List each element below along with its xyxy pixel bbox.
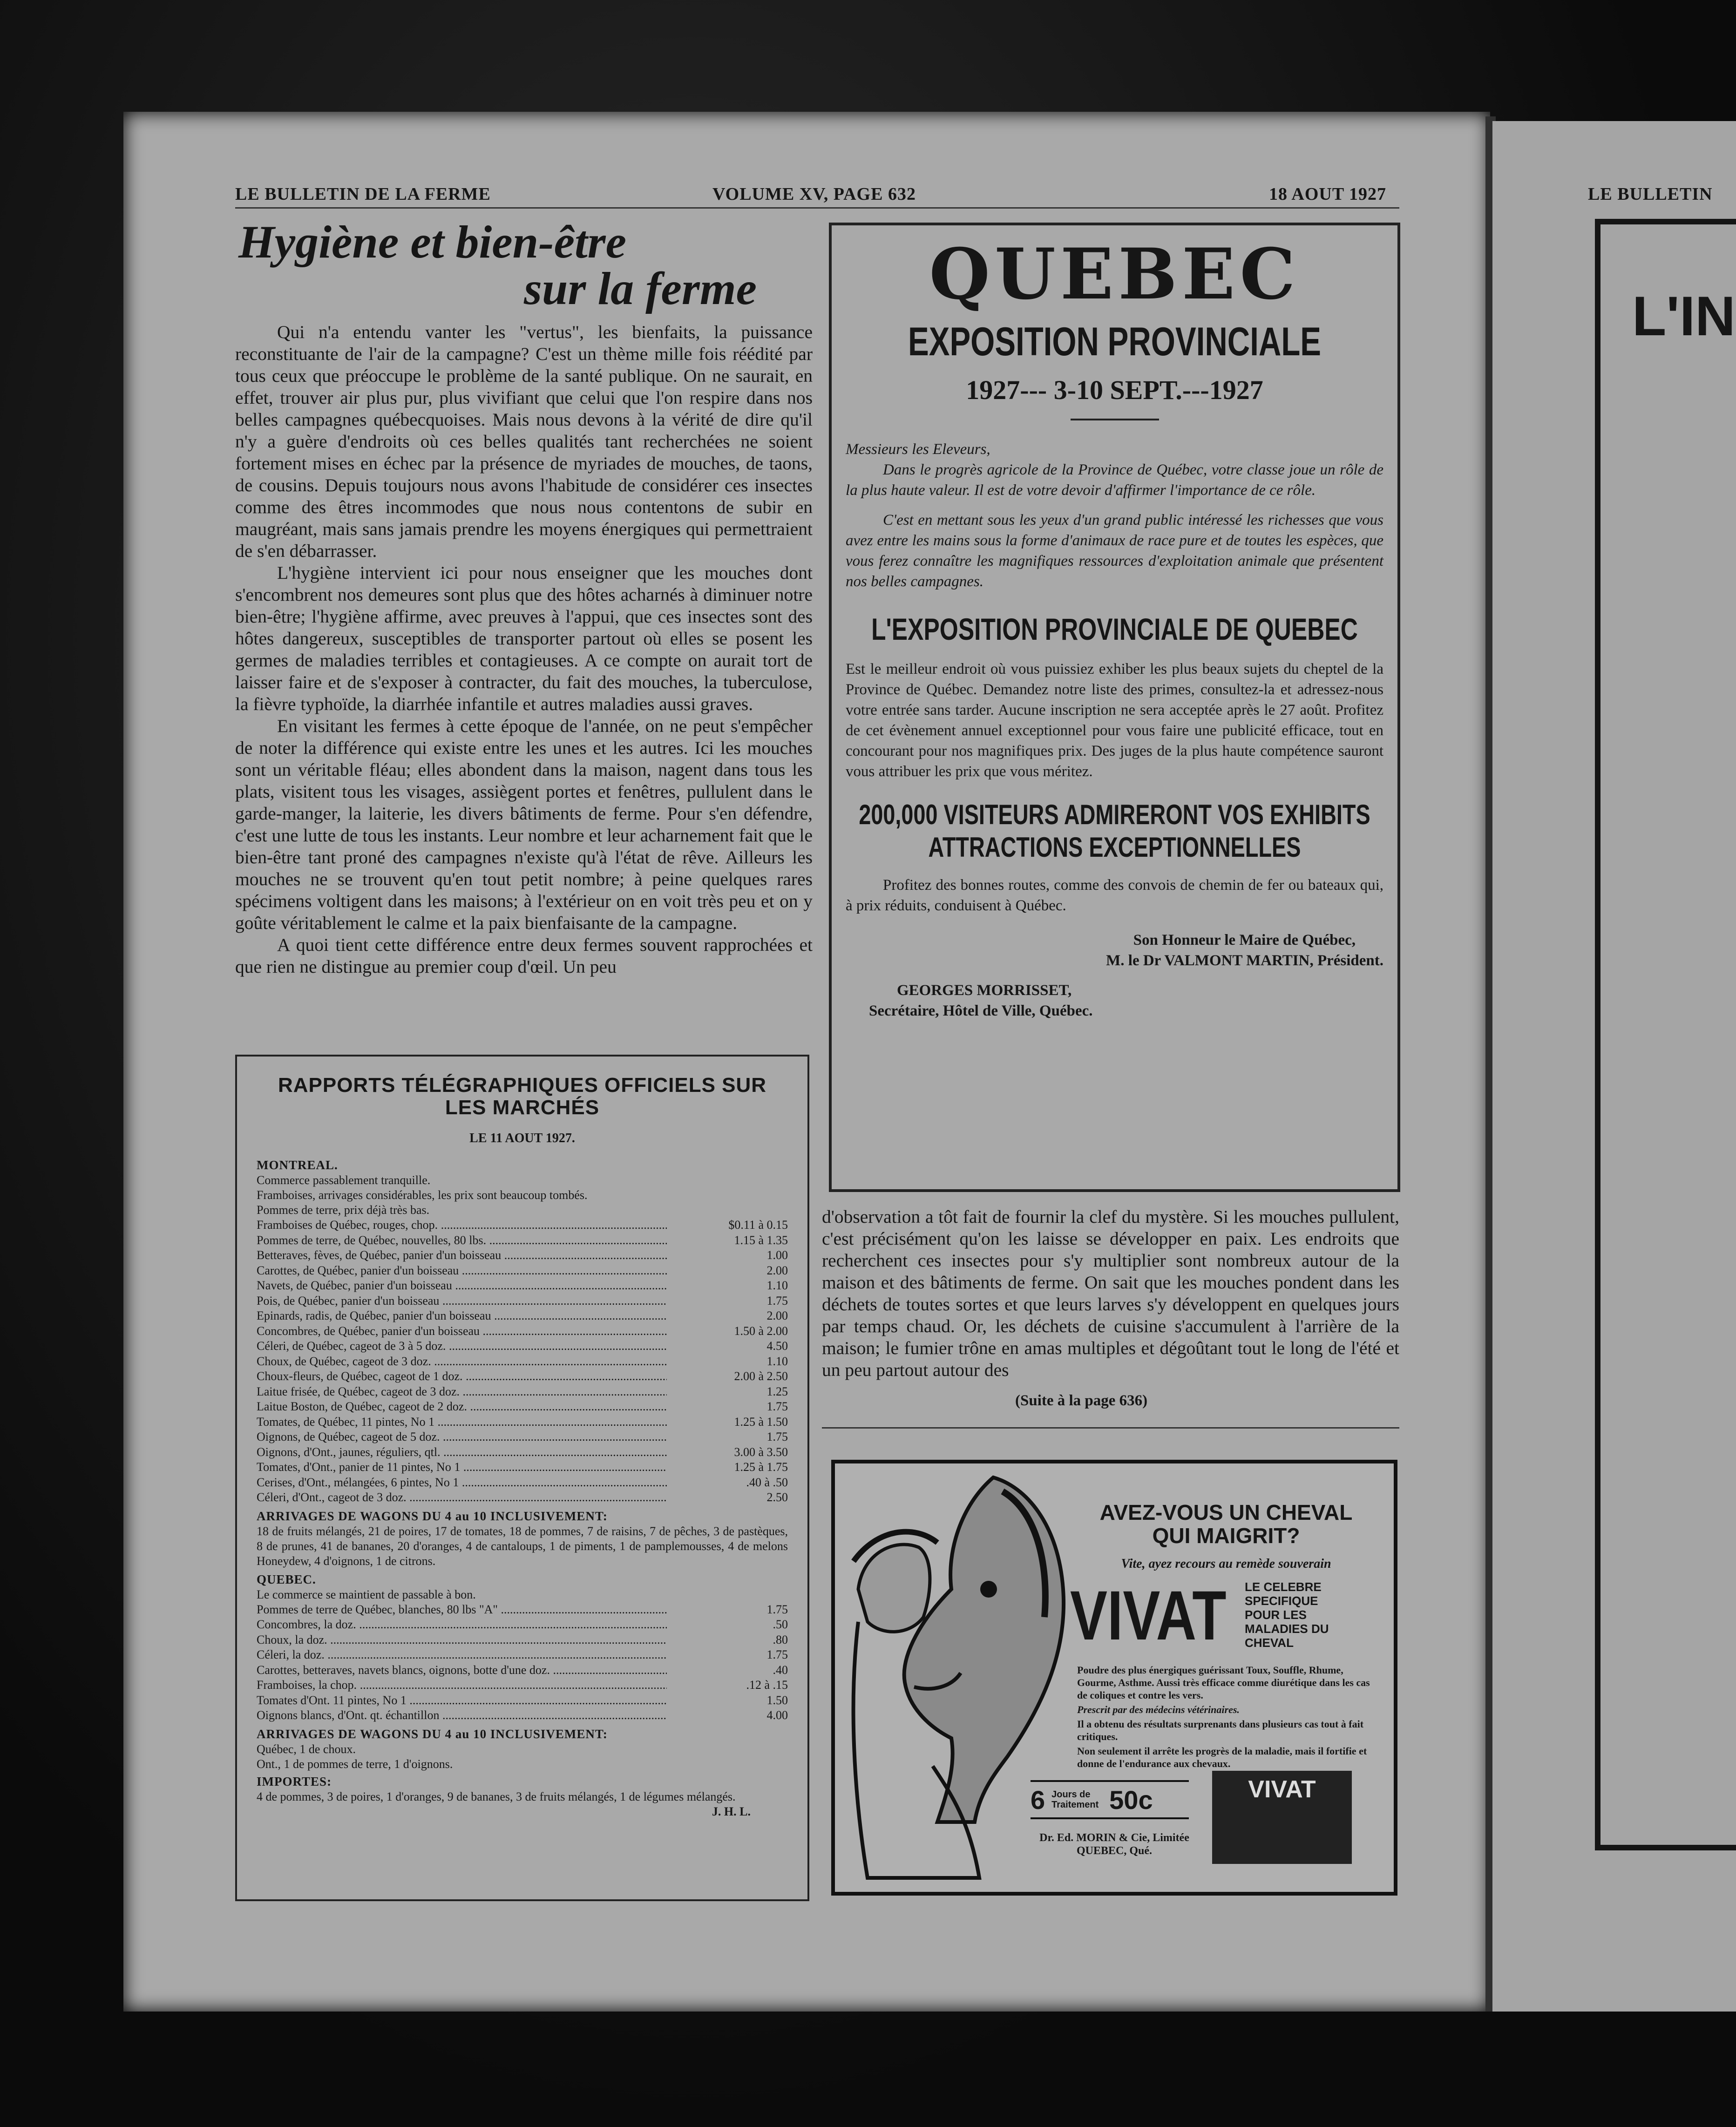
market-signature: J. H. L. (712, 1804, 751, 1818)
vivat-price-strip (1031, 1780, 1189, 1819)
price-value: .40 (773, 1663, 788, 1677)
price-item: Céleri, d'Ont., cageot de 3 doz. ..... (257, 1490, 667, 1505)
arrivals-heading-2: ARRIVAGES DE WAGONS DU 4 au 10 INCLUSIVEMENT: (257, 1727, 608, 1741)
price-row (257, 1647, 788, 1663)
price-row (257, 1294, 788, 1309)
article-paragraph: L'hygiène intervient ici pour nous enseigner que les mouches dont s'encombrent nos demeures sont plus que des hôtes acharnés à diminuer notre bien-être; l'hygiène affirme, avec preuves à l'appui, que ces insectes sont des hôtes dangereux, susceptibles de transporter partout où elles se posent les germes de maladies terribles et contagieuses. A ce compte on aurait tort de laisser faire et de s'exposer à contracter, du fait des mouches, la tuberculose, la fièvre typhoïde, la diarrhée infantile et autres maladies aussi graves. (235, 562, 813, 714)
market-report-box (235, 1055, 809, 1901)
quebec-heading: QUEBEC. (257, 1572, 316, 1586)
montreal-notes (257, 1173, 788, 1218)
header-volume: VOLUME XV, PAGE 632 (712, 184, 916, 204)
price-value: 1.75 (766, 1430, 788, 1443)
price-item: Framboises, la chop. ..... (257, 1678, 667, 1693)
expo-heading3b: ATTRACTIONS EXCEPTIONNELLES (928, 832, 1301, 863)
price-value: 2.00 (766, 1309, 788, 1322)
article-body (235, 321, 813, 978)
vivat-question-line1: AVEZ-VOUS UN CHEVAL (1099, 1500, 1353, 1524)
price-value: 2.50 (766, 1490, 788, 1504)
vivat-question (1077, 1501, 1375, 1547)
price-row (257, 1633, 788, 1648)
vivat-days-label: Jours de Traitement (1051, 1789, 1099, 1810)
price-row (257, 1460, 788, 1475)
price-row (257, 1339, 788, 1354)
imports-heading: IMPORTES: (257, 1774, 332, 1788)
header-next-page: LE BULLETIN (1588, 184, 1713, 204)
price-row (257, 1233, 788, 1248)
vivat-ad (831, 1460, 1397, 1896)
expo-sign2: M. le Dr VALMONT MARTIN, Président. (1106, 952, 1383, 969)
price-row (257, 1429, 788, 1445)
price-item: Pommes de terre de Québec, blanches, 80 lbs "A" ..... (257, 1602, 667, 1618)
price-row (257, 1415, 788, 1430)
article-paragraph: En visitant les fermes à cette époque de l'année, on ne peut s'empêcher de noter la différence qui existe entre les unes et les autres. Ici les mouches sont un véritable fléau; elles abondent dans la maison, nagent dans tous les plats, visitent tous les visages, assiègent portes et fenêtres, pullulent dans le garde-manger, la laiterie, les divers bâtiments de ferme. Pour s'en défendre, c'est une lutte de tous les instants. Leur nombre et leur acharnement fait que le bien-être tant proné des campagnes n'existe qu'à l'état de rêve. Ailleurs les mouches ne se trouvent qu'en tout petit nombre; à peine quelques rares spécimens voltigent dans les maisons; à l'extérieur on en voit très peu et on y goûte véritablement le calme et la paix bienfaisante de la campagne. (235, 716, 813, 933)
horse-illustration (840, 1468, 1091, 1887)
arrivals-heading-1: ARRIVAGES DE WAGONS DU 4 au 10 INCLUSIVEMENT: (257, 1509, 608, 1523)
price-value: 1.25 (766, 1384, 788, 1398)
header-date: 18 AOUT 1927 (1269, 184, 1387, 204)
expo-dates: 1927--- 3-10 SEPT.---1927 (966, 375, 1263, 405)
price-value: 1.50 (766, 1693, 788, 1707)
price-item: Oignons blancs, d'Ont. qt. échantillon ..... (257, 1708, 667, 1723)
price-row (257, 1602, 788, 1618)
price-value: 3.00 à 3.50 (734, 1445, 788, 1459)
vivat-maker-line1: Dr. Ed. MORIN & Cie, Limitée (1039, 1832, 1189, 1844)
price-value: 1.00 (766, 1248, 788, 1262)
price-row (257, 1263, 788, 1279)
expo-title: QUEBEC (929, 233, 1300, 315)
price-row (257, 1617, 788, 1633)
price-item: Laitue Boston, de Québec, cageot de 2 doz. ..... (257, 1399, 667, 1415)
price-item: Tomates, de Québec, 11 pintes, No 1 ..... (257, 1415, 667, 1430)
market-title: RAPPORTS TÉLÉGRAPHIQUES OFFICIELS SUR LES MARCHÉS (278, 1074, 767, 1119)
article-paragraph: A quoi tient cette différence entre deux fermes souvent rapprochées et que rien ne distingue au premier coup d'œil. Un peu (235, 935, 813, 977)
price-row (257, 1248, 788, 1263)
arrivals-text-2a: Québec, 1 de choux. (257, 1742, 356, 1756)
price-item: Concombres, la doz. ..... (257, 1617, 667, 1633)
article-continued-note: (Suite à la page 636) (1015, 1392, 1148, 1409)
price-item: Choux, la doz. ..... (257, 1633, 667, 1648)
price-row (257, 1475, 788, 1490)
price-item: Choux-fleurs, de Québec, cageot de 1 doz. ..... (257, 1369, 667, 1384)
price-item: Navets, de Québec, panier d'un boisseau ..... (257, 1278, 667, 1294)
vivat-days: 6 (1031, 1785, 1045, 1815)
vivat-description (1077, 1664, 1380, 1770)
price-item: Tomates, d'Ont., panier de 11 pintes, No 1 ..... (257, 1460, 667, 1475)
price-row (257, 1708, 788, 1723)
price-row (257, 1490, 788, 1505)
price-value: 1.10 (766, 1279, 788, 1292)
price-item: Oignons, de Québec, cageot de 5 doz. ..... (257, 1429, 667, 1445)
price-item: Pommes de terre, de Québec, nouvelles, 80 lbs. ..... (257, 1233, 667, 1248)
expo-salutation: Messieurs les Eleveurs, (846, 441, 990, 458)
price-item: Framboises de Québec, rouges, chop. ..... (257, 1218, 667, 1233)
price-row (257, 1693, 788, 1708)
price-value: .40 à .50 (746, 1475, 788, 1489)
market-date: LE 11 AOUT 1927. (469, 1131, 575, 1145)
expo-heading2: L'EXPOSITION PROVINCIALE DE QUEBEC (871, 612, 1358, 646)
imports-text: 4 de pommes, 3 de poires, 1 d'oranges, 9 de bananes, 3 de fruits mélangés, 1 de légumes mélangés. (257, 1789, 736, 1803)
next-page-ad-frame (1595, 219, 1736, 1850)
price-item: Epinards, radis, de Québec, panier d'un boisseau ..... (257, 1308, 667, 1324)
quebec-price-table (257, 1602, 788, 1723)
vivat-brand: VIVAT (1070, 1576, 1227, 1654)
expo-para4: Profitez des bonnes routes, comme des convois de chemin de fer ou bateaux qui, à prix réduits, conduisent à Québec. (846, 877, 1383, 914)
vivat-price: 50c (1109, 1785, 1153, 1815)
price-value: 2.00 (766, 1263, 788, 1277)
article-title-line1: Hygiène et bien-être (238, 216, 627, 268)
montreal-heading: MONTREAL. (257, 1158, 338, 1172)
vivat-package (1212, 1771, 1352, 1864)
montreal-note: Commerce passablement tranquille. (257, 1173, 431, 1187)
expo-subtitle: EXPOSITION PROVINCIALE (908, 319, 1322, 364)
price-row (257, 1308, 788, 1324)
vivat-maker-line2: QUEBEC, Qué. (1076, 1845, 1153, 1857)
price-item: Céleri, la doz. ..... (257, 1647, 667, 1663)
price-item: Concombres, de Québec, panier d'un boisseau ..... (257, 1324, 667, 1339)
expo-para1: Dans le progrès agricole de la Province de Québec, votre classe joue un rôle de la plus haute valeur. Il est de votre devoir d'affirmer l'importance de ce rôle. (846, 461, 1383, 499)
expo-sign1: Son Honneur le Maire de Québec, (1133, 932, 1356, 948)
montreal-note: Pommes de terre, prix déjà très bas. (257, 1203, 430, 1217)
vivat-desc4: Non seulement il arrête les progrès de la maladie, mais il fortifie et donne de l'endurance aux chevaux. (1077, 1745, 1367, 1769)
price-item: Laitue frisée, de Québec, cageot de 3 doz. ..... (257, 1384, 667, 1400)
vivat-question-line2: QUI MAIGRIT? (1152, 1524, 1300, 1548)
price-row (257, 1445, 788, 1460)
price-item: Cerises, d'Ont., mélangées, 6 pintes, No 1 ..... (257, 1475, 667, 1490)
price-item: Choux, de Québec, cageot de 3 doz. ..... (257, 1354, 667, 1369)
price-value: 4.50 (766, 1339, 788, 1353)
price-item: Pois, de Québec, panier d'un boisseau ..... (257, 1294, 667, 1309)
price-row (257, 1278, 788, 1294)
expo-sign3: GEORGES MORRISSET, (897, 982, 1072, 999)
price-row (257, 1354, 788, 1369)
price-value: 1.25 à 1.75 (734, 1460, 788, 1474)
price-row (257, 1369, 788, 1384)
expo-sign4: Secrétaire, Hôtel de Ville, Québec. (869, 1003, 1093, 1019)
price-row (257, 1663, 788, 1678)
price-item: Céleri, de Québec, cageot de 3 à 5 doz. ..... (257, 1339, 667, 1354)
price-row (257, 1218, 788, 1233)
expo-para2: C'est en mettant sous les yeux d'un grand public intéressé les richesses que vous avez entre les mains sous la forme d'animaux de race pure et de toutes les espèces, que vous ferez connaître les magnifiques ressources d'exploitation animale que présentent nos belles campagnes. (846, 512, 1383, 590)
price-item: Carottes, de Québec, panier d'un boisseau ..... (257, 1263, 667, 1279)
price-value: .50 (773, 1618, 788, 1631)
price-value: 1.15 à 1.35 (734, 1233, 788, 1247)
price-value: 1.75 (766, 1400, 788, 1413)
price-row (257, 1384, 788, 1400)
expo-para3: Est le meilleur endroit où vous puissiez exhiber les plus beaux sujets du cheptel de la Province de Québec. Demandez notre liste des primes, consultez-la et adressez-nous votre entrée sans tarder. Aucune inscription ne sera acceptée après le 27 août. Profitez de cet évènement annuel exceptionnel pour vous faire une publicité efficace, tout en concourant pour nos magnifiques prix. Des juges de la plus haute compétence sauront vous attribuer les prix que vous méritez. (846, 661, 1383, 780)
price-value: $0.11 à 0.15 (728, 1218, 788, 1232)
header-publication: LE BULLETIN DE LA FERME (235, 184, 491, 204)
header-rule (235, 207, 1399, 209)
vivat-package-label: VIVAT (1248, 1776, 1316, 1803)
expo-heading3a: 200,000 VISITEURS ADMIRERONT VOS EXHIBITS (859, 799, 1370, 830)
price-row (257, 1678, 788, 1693)
montreal-note: Framboises, arrivages considérables, les prix sont beaucoup tombés. (257, 1188, 588, 1202)
next-page-headline: L'IN (1632, 285, 1736, 347)
price-item: Carottes, betteraves, navets blancs, oignons, botte d'une doz. ..... (257, 1663, 667, 1678)
section-rule (822, 1427, 1399, 1429)
price-row (257, 1399, 788, 1415)
quebec-note: Le commerce se maintient de passable à bon. (257, 1587, 476, 1601)
price-item: Tomates d'Ont. 11 pintes, No 1 ..... (257, 1693, 667, 1708)
price-value: 1.25 à 1.50 (734, 1415, 788, 1429)
price-value: 1.75 (766, 1602, 788, 1616)
price-row (257, 1324, 788, 1339)
article-paragraph: Qui n'a entendu vanter les "vertus", les bienfaits, la puissance reconstituante de l'air de la campagne? C'est un thème mille fois réédité par tous ceux que préoccupe le problème de la santé publique. On ne saurait, en effet, trouver air plus pur, plus vivifiant que celui que l'on respire dans nos belles campagnes québecquoises. Mais nous devons à la vérité de dire qu'il n'y a guère d'endroits où ces belles qualités tant recherchées ne soient fortement mises en échec par la présence de myriades de mouches, de taons, de cousins. Depuis toujours nous avons l'habitude de considérer ces insectes comme des êtres incommodes que nous nous contentons de subir en maugréant, mais sans jamais prendre les moyens énergiques qui permettraient de s'en débarrasser. (235, 322, 813, 561)
price-value: 1.10 (766, 1354, 788, 1368)
article-paragraph: d'observation a tôt fait de fournir la clef du mystère. Si les mouches pullulent, c'est précisément qu'on les laisse se développer en paix. Les endroits que recherchent ces insectes pour s'y multiplier sont nombreux autour de la maison et des bâtiments de ferme. On sait que les mouches pondent dans les déchets de toutes sortes et que leurs larves s'y développent en quelques jours par temps chaud. Or, les déchets de cuisine s'accumulent à l'arrière de la maison; le fumier trône en amas multiples et dégoûtant tout le long de l'été et un peu partout autour des (822, 1206, 1399, 1380)
price-value: 1.75 (766, 1294, 788, 1307)
vivat-tagline: Vite, ayez recours au remède souverain (1121, 1557, 1331, 1571)
vivat-desc2: Prescrit par des médecins vétérinaires. (1077, 1704, 1240, 1715)
price-item: Betteraves, fèves, de Québec, panier d'un boisseau ..... (257, 1248, 667, 1263)
arrivals-text-2b: Ont., 1 de pommes de terre, 1 d'oignons. (257, 1757, 453, 1771)
vivat-side-text: LE CELEBRE SPECIFIQUE POUR LES MALADIES DU CHEVAL (1245, 1580, 1329, 1650)
price-value: .12 à .15 (746, 1678, 788, 1692)
expo-divider (1071, 419, 1159, 420)
price-item: Oignons, d'Ont., jaunes, réguliers, qtl. ..... (257, 1445, 667, 1460)
price-value: 2.00 à 2.50 (734, 1369, 788, 1383)
vivat-desc3: Il a obtenu des résultats surprenants dans plusieurs cas tout à fait critiques. (1077, 1718, 1364, 1742)
price-value: 4.00 (766, 1708, 788, 1722)
price-value: .80 (773, 1633, 788, 1646)
price-value: 1.75 (766, 1648, 788, 1661)
article-title-line2: sur la ferme (524, 263, 757, 314)
vivat-desc1: Poudre des plus énergiques guérissant Toux, Souffle, Rhume, Gourme, Asthme. Aussi très efficace comme diurétique dans les cas de coliques et contre les vers. (1077, 1664, 1370, 1701)
montreal-price-table (257, 1218, 788, 1505)
arrivals-text-1: 18 de fruits mélangés, 21 de poires, 17 de tomates, 18 de pommes, 7 de raisins, 7 de pêches, 3 de pastèques, 8 de prunes, 41 de bananes, 20 d'oranges, 4 de cantaloups, 1 de piments, 1 de pamplemousses, 4 de melons Honeydew, 4 d'oignons, 1 de citrons. (257, 1524, 788, 1568)
article-continuation (822, 1206, 1399, 1381)
price-value: 1.50 à 2.00 (734, 1324, 788, 1338)
vivat-maker (1021, 1831, 1207, 1857)
exposition-ad (829, 223, 1400, 1192)
